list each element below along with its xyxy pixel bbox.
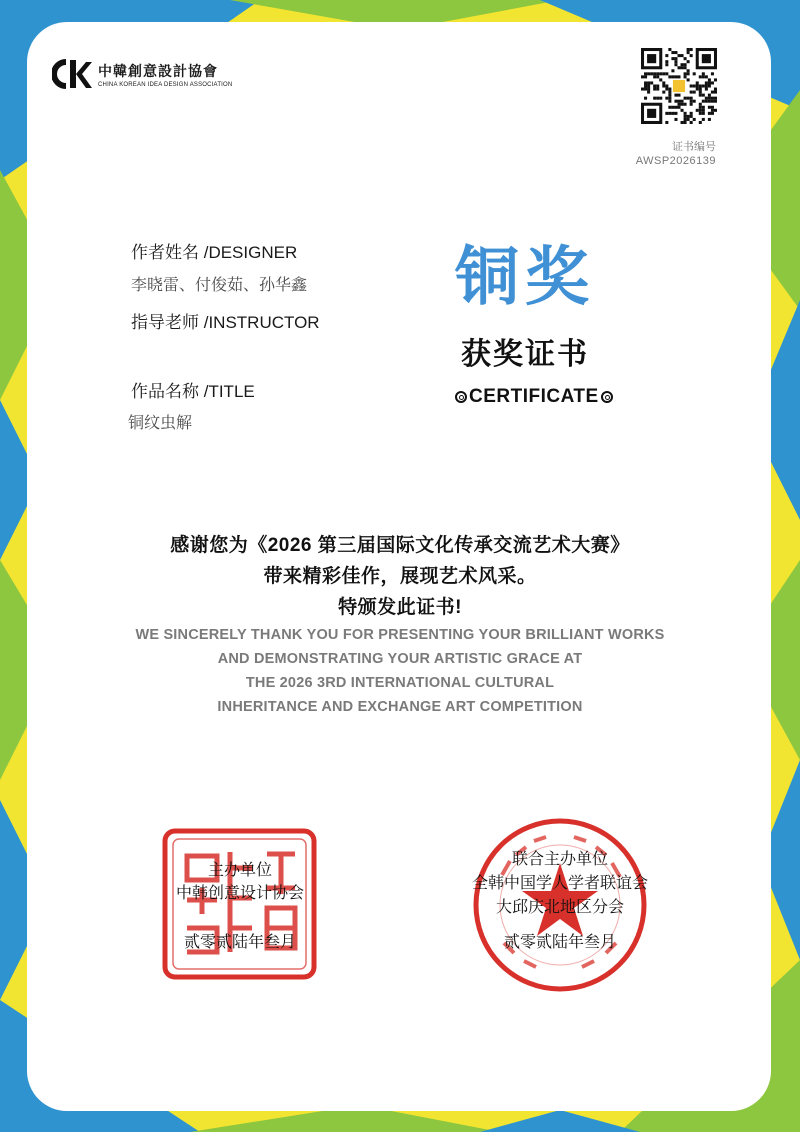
instructor-label: 指导老师 /INSTRUCTOR [131,313,320,332]
designer-label: 作者姓名 /DESIGNER [131,243,298,262]
title-value: 铜纹虫解 [128,415,193,432]
association-logo [52,58,232,90]
co-organizer-name-line-1: 全韩中国学人学者联谊会 [471,875,648,892]
thanks-en-line-1: WE SINCERELY THANK YOU FOR PRESENTING YOUR BRILLIANT WORKS [135,627,665,643]
organizer-square-seal [162,828,317,980]
title-label: 作品名称 /TITLE [131,382,255,401]
ring-left-icon [455,391,467,403]
thanks-cn-line-3: 特颁发此证书! [338,597,462,618]
serial-label: 证书编号 [672,141,716,153]
ck-logo-icon [52,58,92,90]
thanks-en-line-4: INHERITANCE AND EXCHANGE ART COMPETITION [217,699,583,715]
ring-right-icon [601,391,613,403]
logo-name-en: CHINA KOREAN IDEA DESIGN ASSOCIATION [98,81,233,88]
co-organizer-role: 联合主办单位 [511,851,608,868]
co-organizer-date: 贰零贰陆年叁月 [503,934,616,951]
serial-number: AWSP2026139 [635,155,716,167]
award-level: 铜奖 [455,241,595,313]
logo-name-cn: 中韓創意設計協會 [98,62,218,79]
certificate-word: CERTIFICATE [469,386,599,407]
qr-code [641,48,717,124]
thanks-en-line-3: THE 2026 3RD INTERNATIONAL CULTURAL [245,675,555,691]
certificate-banner [455,386,613,408]
thanks-cn-line-1: 感谢您为《2026 第三届国际文化传承交流艺术大赛》 [170,535,630,556]
co-organizer-name-line-2: 大邱庆北地区分会 [495,899,624,916]
organizer-role: 主办单位 [207,862,272,879]
thanks-en-line-2: AND DEMONSTRATING YOUR ARTISTIC GRACE AT [217,651,583,667]
organizer-date: 贰零贰陆年叁月 [183,934,296,951]
organizer-name: 中韩创意设计协会 [175,885,304,902]
thanks-cn-line-2: 带来精彩佳作，展现艺术风采。 [263,566,537,587]
award-name: 获奖证书 [461,338,589,371]
logo-text [98,61,232,88]
designer-value: 李晓雷、付俊茹、孙华鑫 [131,277,308,294]
